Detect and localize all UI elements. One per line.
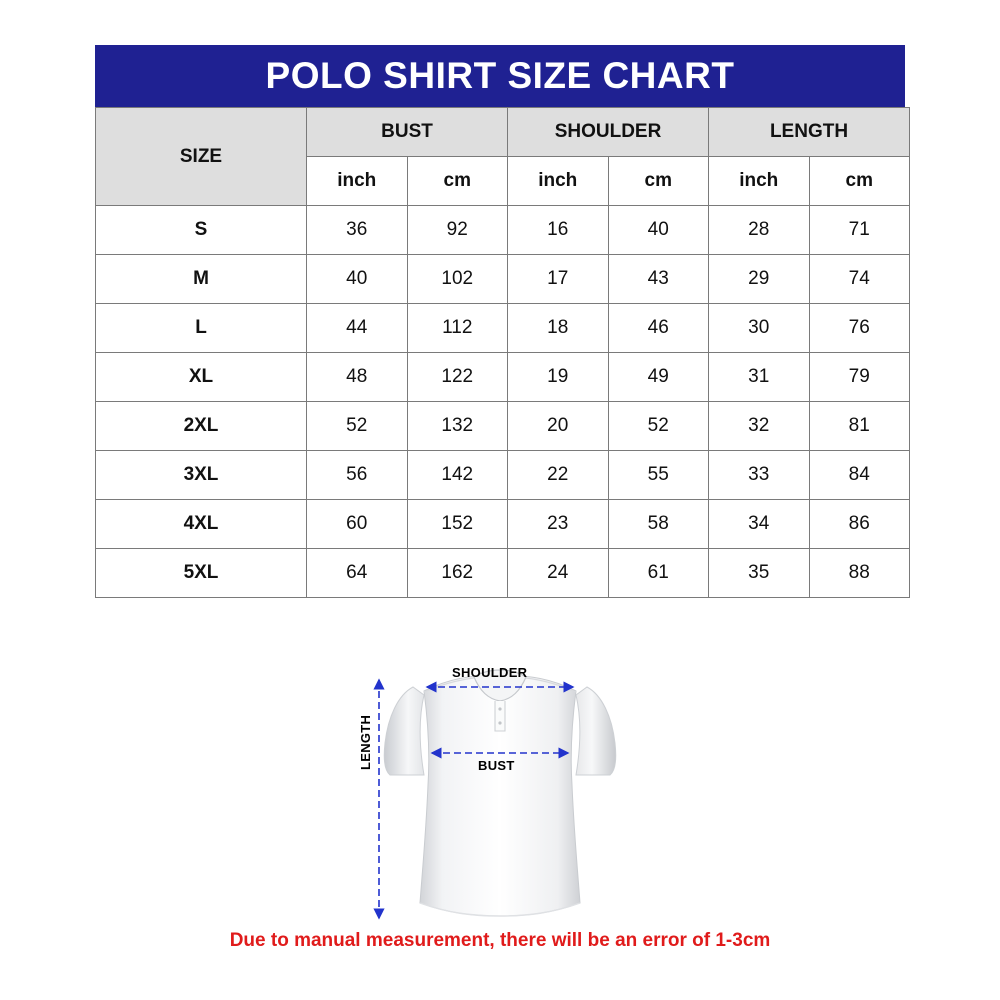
header-bust: BUST	[307, 108, 508, 157]
row-size: 3XL	[96, 451, 307, 500]
shirt-left-sleeve	[384, 687, 424, 775]
row-shoulder-inch: 23	[508, 500, 609, 549]
table-row	[96, 353, 910, 402]
row-length-inch: 30	[709, 304, 810, 353]
unit-bust-cm: cm	[407, 157, 508, 206]
row-bust-inch: 64	[307, 549, 408, 598]
row-shoulder-inch: 20	[508, 402, 609, 451]
measurement-note: Due to manual measurement, there will be an error of 1-3cm	[229, 930, 771, 951]
row-length-cm: 84	[809, 451, 910, 500]
row-bust-inch: 44	[307, 304, 408, 353]
row-bust-cm: 122	[407, 353, 508, 402]
size-chart-table	[95, 107, 910, 598]
row-shoulder-cm: 61	[608, 549, 709, 598]
row-length-inch: 29	[709, 255, 810, 304]
unit-shoulder-cm: cm	[608, 157, 709, 206]
row-length-inch: 35	[709, 549, 810, 598]
row-bust-cm: 102	[407, 255, 508, 304]
row-length-cm: 71	[809, 206, 910, 255]
row-shoulder-inch: 18	[508, 304, 609, 353]
row-length-cm: 86	[809, 500, 910, 549]
row-length-inch: 32	[709, 402, 810, 451]
row-length-cm: 74	[809, 255, 910, 304]
unit-bust-inch: inch	[307, 157, 408, 206]
table-row	[96, 206, 910, 255]
size-chart	[95, 45, 905, 598]
row-shoulder-cm: 55	[608, 451, 709, 500]
table-row	[96, 304, 910, 353]
length-label: LENGTH	[358, 714, 373, 770]
row-bust-cm: 92	[407, 206, 508, 255]
page-title: POLO SHIRT SIZE CHART	[95, 45, 905, 107]
row-length-inch: 28	[709, 206, 810, 255]
row-bust-inch: 40	[307, 255, 408, 304]
shirt-button-bottom	[498, 721, 501, 724]
row-length-inch: 34	[709, 500, 810, 549]
unit-length-inch: inch	[709, 157, 810, 206]
header-size: SIZE	[96, 108, 307, 206]
header-length: LENGTH	[709, 108, 910, 157]
measurement-illustration	[0, 625, 1000, 935]
table-row	[96, 500, 910, 549]
unit-shoulder-inch: inch	[508, 157, 609, 206]
row-shoulder-inch: 17	[508, 255, 609, 304]
row-size: L	[96, 304, 307, 353]
row-shoulder-inch: 22	[508, 451, 609, 500]
row-bust-cm: 132	[407, 402, 508, 451]
row-shoulder-cm: 58	[608, 500, 709, 549]
row-length-inch: 33	[709, 451, 810, 500]
row-size: XL	[96, 353, 307, 402]
row-bust-cm: 152	[407, 500, 508, 549]
row-shoulder-cm: 40	[608, 206, 709, 255]
row-length-cm: 76	[809, 304, 910, 353]
shirt-placket	[495, 701, 505, 731]
table-row	[96, 451, 910, 500]
row-shoulder-cm: 46	[608, 304, 709, 353]
row-length-inch: 31	[709, 353, 810, 402]
shirt-right-sleeve	[576, 687, 616, 775]
row-shoulder-inch: 16	[508, 206, 609, 255]
row-bust-cm: 142	[407, 451, 508, 500]
row-bust-inch: 60	[307, 500, 408, 549]
unit-length-cm: cm	[809, 157, 910, 206]
row-bust-cm: 112	[407, 304, 508, 353]
shirt-button-top	[498, 707, 501, 710]
row-shoulder-inch: 24	[508, 549, 609, 598]
row-shoulder-cm: 52	[608, 402, 709, 451]
header-shoulder: SHOULDER	[508, 108, 709, 157]
row-bust-inch: 48	[307, 353, 408, 402]
row-size: S	[96, 206, 307, 255]
table-row	[96, 255, 910, 304]
table-row	[96, 402, 910, 451]
shoulder-label: SHOULDER	[452, 665, 528, 680]
row-length-cm: 88	[809, 549, 910, 598]
bust-label: BUST	[478, 758, 515, 773]
row-shoulder-cm: 43	[608, 255, 709, 304]
table-row	[96, 549, 910, 598]
row-size: 5XL	[96, 549, 307, 598]
row-shoulder-inch: 19	[508, 353, 609, 402]
row-bust-inch: 52	[307, 402, 408, 451]
row-length-cm: 81	[809, 402, 910, 451]
row-size: M	[96, 255, 307, 304]
row-bust-inch: 56	[307, 451, 408, 500]
row-size: 4XL	[96, 500, 307, 549]
row-bust-cm: 162	[407, 549, 508, 598]
row-size: 2XL	[96, 402, 307, 451]
row-shoulder-cm: 49	[608, 353, 709, 402]
row-bust-inch: 36	[307, 206, 408, 255]
row-length-cm: 79	[809, 353, 910, 402]
table-header-row	[96, 108, 910, 157]
